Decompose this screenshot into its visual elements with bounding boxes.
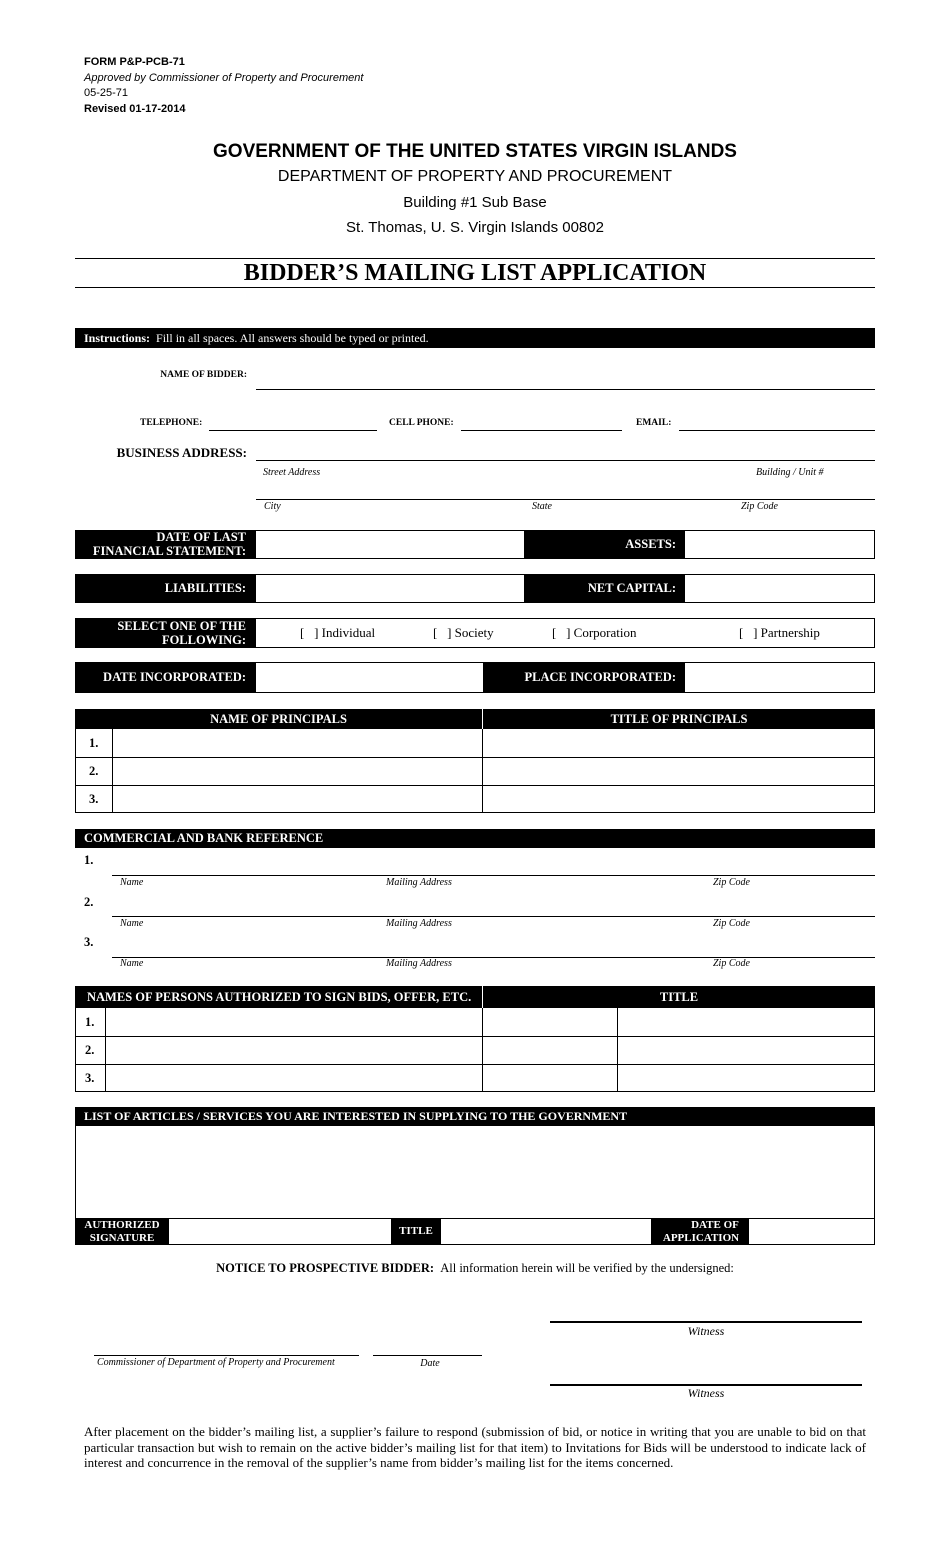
principal-2-name-input[interactable] (116, 760, 478, 782)
authorized-2-title-input[interactable] (621, 1039, 871, 1061)
principals-header-divider (482, 709, 483, 729)
telephone-label: TELEPHONE: (140, 418, 203, 428)
government-title: GOVERNMENT OF THE UNITED STATES VIRGIN ISLANDS (213, 141, 737, 162)
principal-row-2-number: 2. (89, 764, 99, 778)
authorized-col-divider-2 (617, 1008, 618, 1092)
reference-2-zip-caption: Zip Code (713, 918, 750, 929)
authorized-names-header: NAMES OF PERSONS AUTHORIZED TO SIGN BIDS, OFFER, ETC. (87, 990, 472, 1004)
reference-2-input[interactable] (114, 897, 873, 915)
building-address: Building #1 Sub Base (403, 194, 547, 211)
form-approval: Approved by Commissioner of Property and Procurement (84, 71, 364, 84)
sig-title-cell: TITLE (391, 1218, 441, 1245)
cell-phone-label: CELL PHONE: (389, 418, 454, 428)
assets-label: ASSETS: (625, 537, 676, 551)
principal-1-title-input[interactable] (487, 732, 871, 754)
cell-phone-input[interactable] (462, 413, 621, 430)
city-address: St. Thomas, U. S. Virgin Islands 00802 (346, 219, 604, 236)
principals-row-line-2 (75, 785, 875, 786)
email-input[interactable] (680, 413, 874, 430)
page-title: BIDDER’S MAILING LIST APPLICATION (243, 260, 707, 286)
notice (0, 1261, 950, 1276)
reference-row-3-number: 3. (84, 935, 94, 949)
authorized-row-1-number: 1. (85, 1015, 95, 1029)
principal-3-name-input[interactable] (116, 788, 478, 810)
authorized-2-name-input[interactable] (109, 1039, 478, 1061)
references-header: COMMERCIAL AND BANK REFERENCE (75, 829, 875, 848)
date-of-application-cell (651, 1218, 749, 1245)
form-date: 05-25-71 (84, 87, 129, 99)
notice-label: NOTICE TO PROSPECTIVE BIDDER: (216, 1261, 435, 1275)
date-of-application-input[interactable] (752, 1221, 871, 1242)
reference-row-1-number: 1. (84, 853, 94, 867)
authorized-row-line-2 (75, 1064, 875, 1065)
sig-title-input[interactable] (444, 1221, 648, 1242)
reference-3-input[interactable] (114, 938, 873, 956)
authorized-1-name-input[interactable] (109, 1011, 478, 1033)
authorized-num-divider (105, 1008, 106, 1092)
option-society[interactable]: [ ] Society (433, 625, 494, 640)
authorized-row-2-number: 2. (85, 1043, 95, 1057)
instructions-bar (75, 328, 875, 348)
city-state-zip-input[interactable] (257, 481, 873, 499)
bidder-name-label: NAME OF BIDDER: (160, 370, 247, 380)
email-label: EMAIL: (636, 418, 672, 428)
telephone-input[interactable] (210, 413, 376, 430)
date-incorporated-input[interactable] (260, 667, 478, 689)
title-rule-bottom (75, 287, 875, 288)
principals-num-divider (112, 729, 113, 813)
liabilities-label: LIABILITIES: (164, 581, 246, 595)
city-caption: City (264, 501, 281, 512)
bidder-name-line (256, 389, 875, 390)
reference-1-line (112, 875, 875, 876)
principals-title-header: TITLE OF PRINCIPALS (610, 712, 748, 726)
option-individual[interactable]: [ ] Individual (300, 625, 376, 640)
authorized-signature-input[interactable] (172, 1221, 388, 1242)
reference-2-name-caption: Name (120, 918, 144, 929)
reference-1-zip-caption: Zip Code (713, 877, 750, 888)
authorized-header-divider (482, 986, 483, 1008)
witness-2-caption: Witness (687, 1386, 725, 1400)
reference-1-name-caption: Name (120, 877, 144, 888)
date-of-application-line1: DATE OF (691, 1219, 739, 1231)
business-address-label: BUSINESS ADDRESS: (116, 445, 247, 460)
option-partnership[interactable]: [ ] Partnership (739, 625, 820, 640)
form-meta (84, 55, 363, 117)
authorized-row-line-1 (75, 1036, 875, 1037)
city-line (256, 499, 875, 500)
authorized-signature-cell (75, 1218, 169, 1245)
reference-2-mailing-caption: Mailing Address (386, 918, 452, 929)
footer-notice: After placement on the bidder’s mailing list, a supplier’s failure to respond (submission of bid, or notice in writing that you are unable to bid on that particular transaction but wish to remain on the active bidder’s mailing list for that item) to Invitations for Bids will be understood to indicate lack of interest and concurrence in the removal of the supplier’s name from bidder’s mailing list for the items concerned. (84, 1424, 866, 1470)
form-number: FORM P&P-PCB-71 (84, 56, 185, 68)
assets-input[interactable] (689, 534, 871, 556)
witness-1-caption: Witness (687, 1324, 725, 1338)
commissioner-date-line (373, 1355, 482, 1356)
reference-3-line (112, 957, 875, 958)
email-line (679, 430, 875, 431)
header (0, 139, 950, 240)
date-last-financial-line1: DATE OF LAST (156, 530, 246, 544)
date-last-financial-label (75, 530, 246, 558)
authorized-row-3-number: 3. (85, 1071, 95, 1085)
authorized-3-name-input[interactable] (109, 1067, 478, 1089)
date-last-financial-line2: FINANCIAL STATEMENT: (92, 544, 246, 558)
authorized-col-divider-1 (482, 1008, 483, 1092)
commissioner-date-caption: Date (420, 1358, 440, 1369)
option-corporation[interactable]: [ ] Corporation (552, 625, 637, 640)
principal-row-3-number: 3. (89, 792, 99, 806)
witness-1-line (550, 1321, 862, 1323)
principal-2-title-input[interactable] (487, 760, 871, 782)
street-address-input[interactable] (257, 442, 873, 460)
commissioner-caption: Commissioner of Department of Property and Procurement (97, 1357, 335, 1368)
street-address-line (256, 460, 875, 461)
bidder-name-input[interactable] (257, 370, 873, 388)
principals-name-header: NAME OF PRINCIPALS (210, 712, 347, 726)
entity-type-label (75, 619, 246, 647)
instructions-text: Fill in all spaces. All answers should be typed or printed. (156, 331, 429, 345)
reference-2-line (112, 916, 875, 917)
authorized-signature-line2: SIGNATURE (89, 1232, 155, 1244)
reference-3-mailing-caption: Mailing Address (386, 958, 452, 969)
principal-row-1-number: 1. (89, 736, 99, 750)
principal-3-title-input[interactable] (487, 788, 871, 810)
department-name: DEPARTMENT OF PROPERTY AND PROCUREMENT (277, 168, 673, 185)
instructions-label: Instructions: (84, 331, 151, 345)
place-incorporated-label: PLACE INCORPORATED: (524, 670, 676, 684)
zip-caption: Zip Code (741, 501, 778, 512)
principal-1-name-input[interactable] (116, 732, 478, 754)
principals-row-line-1 (75, 757, 875, 758)
date-of-application-line2: APPLICATION (662, 1232, 740, 1244)
articles-sig-line (75, 1218, 875, 1219)
date-incorporated-label: DATE INCORPORATED: (103, 670, 246, 684)
reference-1-mailing-caption: Mailing Address (386, 877, 452, 888)
liabilities-input[interactable] (260, 578, 520, 600)
authorized-3-title-input[interactable] (621, 1067, 871, 1089)
building-unit-caption: Building / Unit # (756, 467, 824, 478)
reference-row-2-number: 2. (84, 895, 94, 909)
form-revised: Revised 01-17-2014 (84, 102, 186, 115)
place-incorporated-input[interactable] (689, 667, 871, 689)
date-last-financial-input[interactable] (260, 534, 520, 556)
entity-type-line1: SELECT ONE OF THE (117, 619, 246, 633)
authorized-signature-line1: AUTHORIZED (84, 1219, 160, 1231)
entity-type-line2: FOLLOWING: (161, 633, 246, 647)
articles-header: LIST OF ARTICLES / SERVICES YOU ARE INTERESTED IN SUPPLYING TO THE GOVERNMENT (75, 1107, 875, 1126)
reference-3-name-caption: Name (120, 958, 144, 969)
net-capital-label: NET CAPITAL: (587, 581, 676, 595)
net-capital-input[interactable] (689, 578, 871, 600)
articles-textarea[interactable] (79, 1129, 871, 1215)
reference-1-input[interactable] (114, 856, 873, 874)
street-address-caption: Street Address (263, 467, 321, 478)
authorized-1-title-input[interactable] (621, 1011, 871, 1033)
state-caption: State (532, 501, 552, 512)
authorized-title-header: TITLE (659, 990, 699, 1004)
commissioner-line (94, 1355, 359, 1356)
notice-text: All information herein will be verified by the undersigned: (440, 1261, 734, 1275)
cell-phone-line (461, 430, 622, 431)
reference-3-zip-caption: Zip Code (713, 958, 750, 969)
telephone-line (209, 430, 377, 431)
principals-col-divider (482, 729, 483, 813)
